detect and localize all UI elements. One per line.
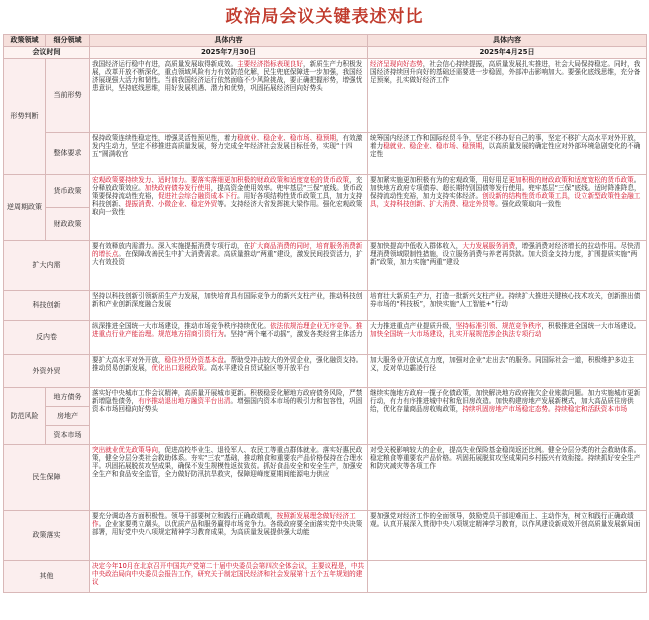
content-right: 对受关税影响较大的企业，提高失业保险基金稳岗返还比例。健全分层分类的社会救助体系。稳定粮食等重要农产品价格。巩固拓展脱贫攻坚成果同乡村振兴有效衔接。持续抓好安全生产和防灾减灾等各项工作 [368,445,647,511]
category-cell: 反内卷 [4,321,90,355]
content-right [368,561,647,593]
meeting-time-label: 会议时间 [4,47,90,59]
content-right: 统筹国内经济工作和国际经贸斗争，坚定不移办好自己的事，坚定不移扩大高水平对外开放，着力稳就业、稳企业、稳市场、稳预期，以高质量发展的确定性应对外部环境急剧变化的不确定性 [368,133,647,175]
content-right: 继续实施地方政府一揽子化债政策，加快解决地方政府拖欠企业账款问题。加力实施城市更新行动，有力有序推进城中村和危旧房改造。加快构建房地产发展新模式，加大高品质住房供给，优化存量商品房收购政策，持续巩固房地产市场稳定态势。持续稳定和活跃资本市场 [368,388,647,445]
category-cell: 扩大内需 [4,241,90,291]
content-right: 培育壮大新质生产力，打造一批新兴支柱产业。持续扩大推进关键核心技术攻关，创新推出债券市场的“科技板”，加快实施“人工智能+”行动 [368,291,647,321]
category-cell: 逆周期政策 [4,175,46,241]
category-cell: 其他 [4,561,90,593]
table-row [4,133,647,175]
content-right: 要加快提高中低收入群体收入，大力发展服务消费，增强消费对经济增长的拉动作用。尽快清理消费领域限制性措施，设立服务消费与养老再贷款。加大资金支持力度，扩围提质实施“两新”政策，加力实施“两重”建设 [368,241,647,291]
category-cell: 科技创新 [4,291,90,321]
page-title: 政治局会议关键表述对比 [225,7,424,27]
content-left: 突出就业优先政策导向，促进高校毕业生、退役军人、农民工等重点群体就业。落实好惠民政策，健全分层分类社会救助体系。夯实“三农”基础，推动粮食和重要农产品价格保持在合理水平。巩固拓展脱贫攻坚成果，确保不发生规模性返贫致贫。抓好食品安全和安全生产，加强安全生产和食品安全监管，全力做好防汛抗旱救灾，保障迎峰度夏期间能源电力供应 [90,445,368,511]
comparison-table [3,34,647,593]
content-right: 要加强党对经济工作的全面领导，鼓励党员干部迎难而上、主动作为，树立和践行正确政绩观。认真开展深入贯彻中央八项规定精神学习教育，以作风建设新成效开创高质量发展新局面 [368,511,647,561]
table-row [4,511,647,561]
category-cell: 外资外贸 [4,355,90,388]
content-left: 决定今年10月在北京召开中国共产党第二十届中央委员会第四次全体会议，主要议程是，中共中央政治局向中央委员会报告工作，研究关于制定国民经济和社会发展第十五个五年规划的建议 [90,561,368,593]
content-left: 要扩大高水平对外开放，稳住外贸外资基本盘。帮助受冲击较大的外贸企业，强化融资支持。推动贸易创新发展，优化出口退税政策。高水平建设自贸试验区等开放平台 [90,355,368,388]
subcategory-cell: 地方债务 [46,388,90,407]
subcategory-cell: 房地产 [46,407,90,426]
category-cell: 形势判断 [4,59,46,175]
category-cell: 政策落实 [4,511,90,561]
content-right: 大力推进重点产业提质升级，坚持标准引领、规范竞争秩序，积极推进全国统一大市场建设。加快全国统一大市场建设，扎实开展规范涉企执法专项行动 [368,321,647,355]
content-left: 保持政策连续性稳定性，增强灵活性预见性，着力稳就业、稳企业、稳市场、稳预期，有效激发内生动力，坚定不移推进高质量发展，努力完成全年经济社会发展目标任务，实现“十四五”圆满收官 [90,133,368,175]
content-right: 要加紧实施更加积极有为的宏观政策，用好用足更加积极的财政政策和适度宽松的货币政策。加快地方政府专项债券、超长期特别国债等发行使用。兜牢基层“三保”底线。适时降准降息，保持流动性充裕，加力支持实体经济。创设新的结构性货币政策工具，设立新型政策性金融工具，支持科技创新、扩大消费、稳定外贸等。强化政策取向一致性 [368,175,647,241]
header-content-right: 具体内容 [368,35,647,47]
subcategory-cell: 整体要求 [46,133,90,175]
content-left: 落实好中央城市工作会议精神，高质量开展城市更新。积极稳妥化解地方政府债务风险，严禁新增隐性债务，有序推动退出地方融资平台出清。增强国内资本市场的吸引力和包容性，巩固资本市场回稳向好势头 [90,388,368,445]
table-row [4,355,647,388]
content-left: 要有效释放内需潜力。深入实施提振消费专项行动，在扩大商品消费的同时，培育服务消费新的增长点。在保障改善民生中扩大消费需求。高质量推动“两重”建设，激发民间投资活力，扩大有效投资 [90,241,368,291]
content-left: 坚持以科技创新引领新质生产力发展，加快培育具有国际竞争力的新兴支柱产业，推动科技创新和产业创新深度融合发展 [90,291,368,321]
header-row [4,35,647,47]
category-cell: 防范风险 [4,388,46,445]
meeting-time-right: 2025年4月25日 [368,47,647,59]
content-left: 宏观政策要持续发力、适时加力。要落实落细更加积极的财政政策和适度宽松的货币政策，充分释放政策效应。加快政府债券发行使用，提高资金使用效率。兜牢基层“三保”底线。货币政策要保持流动性充裕，促进社会综合融资成本下行。用好各项结构性货币政策工具，加力支持科技创新、提振消费、小微企业、稳定外贸等。支持经济大省发挥挑大梁作用。强化宏观政策取向一致性 [90,175,368,241]
table-row [4,59,647,133]
table-row [4,175,647,208]
content-right: 经济呈现向好态势，社会信心持续提振，高质量发展扎实推进，社会大局保持稳定。同时，我国经济持续回升向好的基础还需要进一步稳固，外部冲击影响加大。要强化底线思维，充分备足预案，扎实做好经济工作 [368,59,647,133]
subcategory-cell: 当前形势 [46,59,90,133]
header-content-left: 具体内容 [90,35,368,47]
subcategory-cell: 货币政策 [46,175,90,208]
table-row [4,445,647,511]
content-right: 加大服务业开放试点力度，加强对企业“走出去”的服务。同国际社会一道，积极维护多边主义，反对单边霸凌行径 [368,355,647,388]
subcategory-cell: 资本市场 [46,426,90,445]
header-sub-area: 细分领域 [46,35,90,47]
meeting-time-left: 2025年7月30日 [90,47,368,59]
content-left: 要充分调动各方面积极性。领导干部要树立和践行正确政绩观，按照新发展理念做好经济工作。企业家要勇立潮头，以优质产品和服务赢得市场竞争力。各级政府要全面落实党中央决策部署，用好党中央八项规定精神学习教育成果，为高质量发展提供强大动能 [90,511,368,561]
table-row [4,388,647,407]
subcategory-cell: 财政政策 [46,208,90,241]
content-left: 我国经济运行稳中有进，高质量发展取得新成效。主要经济指标表现良好，新质生产力积极发展，改革开放不断深化，重点领域风险有力有效防范化解，民生兜底保障进一步加强，我国经济展现强大活力和韧性。当前我国经济运行依然面临不少风险挑战，要正确把握形势，增强忧患意识，坚持底线思维，用好发展机遇、潜力和优势，巩固拓展经济回向好势头 [90,59,368,133]
table-row [4,291,647,321]
content-left: 纵深推进全国统一大市场建设，推动市场竞争秩序持续优化。依法依规治理企业无序竞争。推进重点行业产能治理。规范地方招商引资行为。坚持“两个毫不动摇”，激发各类经营主体活力 [90,321,368,355]
table-row [4,321,647,355]
meeting-time-row [4,47,647,59]
table-row [4,241,647,291]
header-policy-area: 政策领域 [4,35,46,47]
table-row [4,561,647,593]
category-cell: 民生保障 [4,445,90,511]
